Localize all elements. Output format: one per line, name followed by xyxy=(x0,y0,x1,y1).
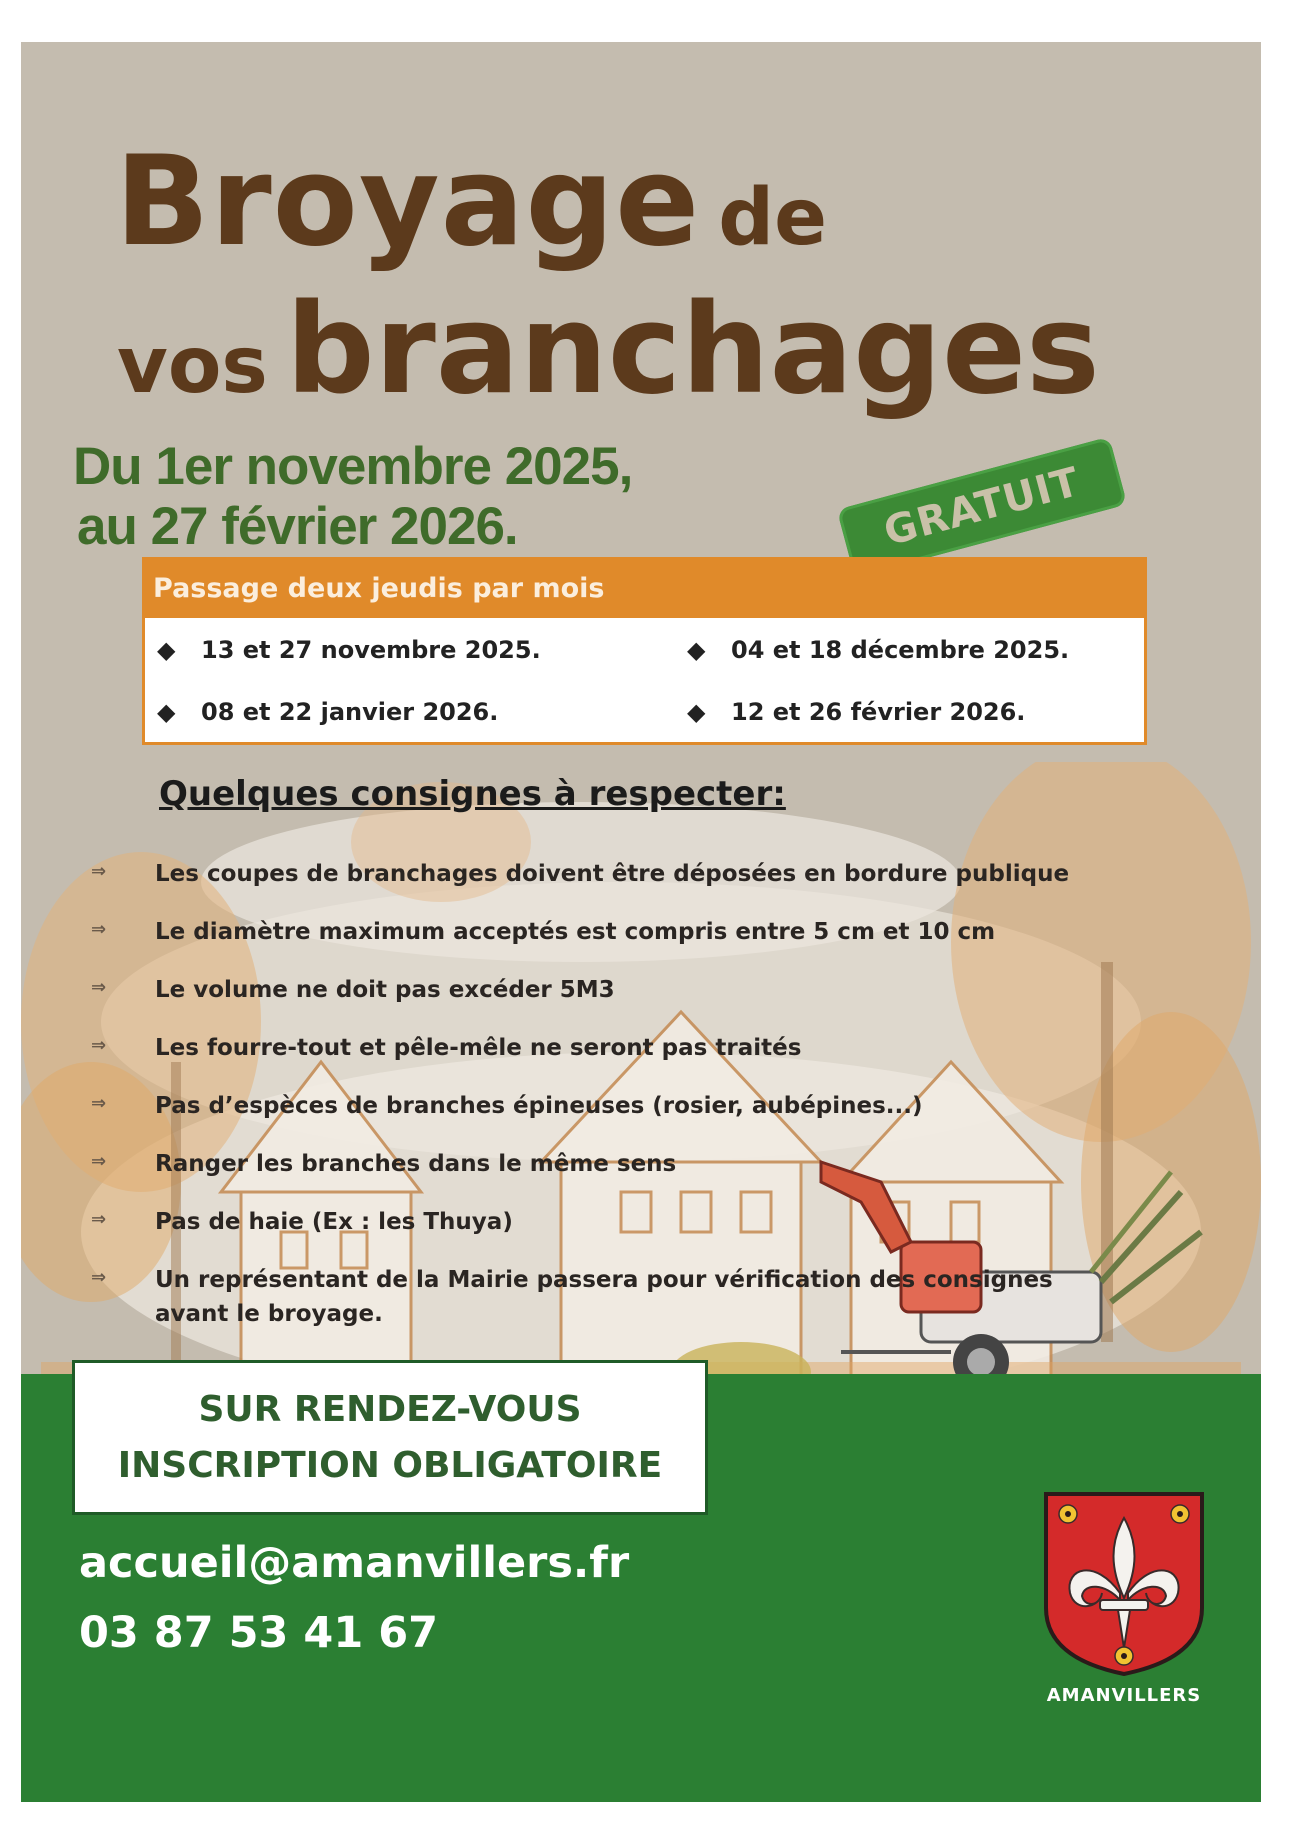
title-word-vos: vos xyxy=(117,321,268,411)
title-word-de: de xyxy=(718,173,827,263)
schedule-item-january xyxy=(157,698,498,726)
title-word-branchages: branchages xyxy=(285,278,1100,422)
rule-text-line: Un représentant de la Mairie passera pour vérification des consignes xyxy=(155,1267,1053,1293)
rule-item xyxy=(91,1263,1053,1331)
schedule-item-label: 12 et 26 février 2026. xyxy=(731,698,1026,726)
rule-text: Le volume ne doit pas excéder 5M3 xyxy=(155,977,615,1003)
diamond-bullet-icon: ◆ xyxy=(157,636,176,664)
schedule-item-label: 08 et 22 janvier 2026. xyxy=(201,698,499,726)
rule-item xyxy=(91,1089,923,1123)
schedule-heading: Passage deux jeudis par mois xyxy=(145,560,1144,618)
double-arrow-icon: ⇒ xyxy=(91,1209,107,1230)
date-start: Du 1er novembre 2025, xyxy=(73,437,633,496)
contact-phone[interactable]: 03 87 53 41 67 xyxy=(79,1608,439,1658)
schedule-item-december xyxy=(687,636,1069,664)
schedule-item-label: 13 et 27 novembre 2025. xyxy=(201,636,541,664)
rule-text-line: avant le broyage. xyxy=(155,1301,383,1327)
schedule-item-label: 04 et 18 décembre 2025. xyxy=(731,636,1070,664)
title-line-2 xyxy=(117,278,1100,422)
rules-heading: Quelques consignes à respecter: xyxy=(159,774,786,814)
appointment-line-1: SUR RENDEZ-VOUS xyxy=(198,1388,582,1430)
diamond-bullet-icon: ◆ xyxy=(687,636,706,664)
rule-text: Pas d’espèces de branches épineuses (rosier, aubépines...) xyxy=(155,1093,923,1119)
rule-item xyxy=(91,1147,676,1181)
date-range xyxy=(73,437,632,557)
rule-text: Le diamètre maximum acceptés est compris entre 5 cm et 10 cm xyxy=(155,919,996,945)
date-end: au 27 février 2026. xyxy=(77,497,518,556)
rule-item xyxy=(91,857,1069,891)
rule-item xyxy=(91,973,615,1007)
rule-item xyxy=(91,1205,513,1239)
double-arrow-icon: ⇒ xyxy=(91,1267,107,1288)
schedule-item-february xyxy=(687,698,1025,726)
double-arrow-icon: ⇒ xyxy=(91,919,107,940)
schedule-item-november xyxy=(157,636,541,664)
appointment-box xyxy=(72,1360,708,1515)
rule-text: Les coupes de branchages doivent être déposées en bordure publique xyxy=(155,861,1070,887)
double-arrow-icon: ⇒ xyxy=(91,1093,107,1114)
title-line-1 xyxy=(115,130,827,274)
diamond-bullet-icon: ◆ xyxy=(687,698,706,726)
rule-text: Les fourre-tout et pêle-mêle ne seront pas traités xyxy=(155,1035,802,1061)
appointment-line-2: INSCRIPTION OBLIGATOIRE xyxy=(117,1444,663,1486)
diamond-bullet-icon: ◆ xyxy=(157,698,176,726)
fleur-de-lis-crest-icon xyxy=(1040,1488,1208,1678)
double-arrow-icon: ⇒ xyxy=(91,977,107,998)
free-badge-label: GRATUIT xyxy=(879,458,1085,556)
double-arrow-icon: ⇒ xyxy=(91,1035,107,1056)
rule-text: Pas de haie (Ex : les Thuya) xyxy=(155,1209,513,1235)
rule-text xyxy=(155,1263,1053,1331)
rule-item xyxy=(91,915,995,949)
rule-text: Ranger les branches dans le même sens xyxy=(155,1151,677,1177)
town-name: AMANVILLERS xyxy=(1046,1685,1202,1706)
schedule-box xyxy=(142,557,1147,745)
double-arrow-icon: ⇒ xyxy=(91,861,107,882)
title-word-broyage: Broyage xyxy=(115,130,701,274)
double-arrow-icon: ⇒ xyxy=(91,1151,107,1172)
rule-item xyxy=(91,1031,801,1065)
contact-email[interactable]: accueil@amanvillers.fr xyxy=(79,1538,630,1588)
